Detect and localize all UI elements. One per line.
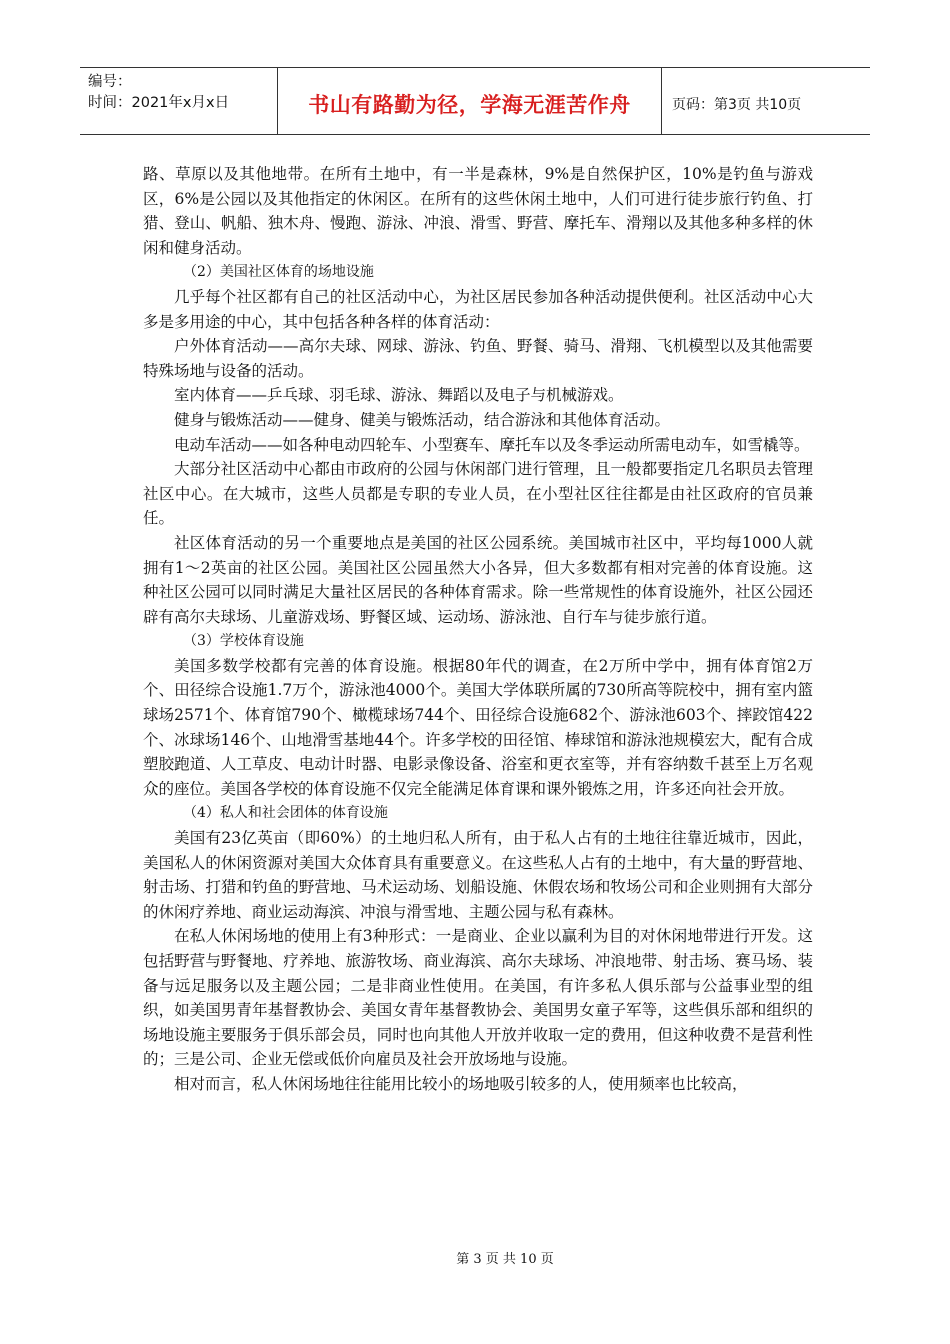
paragraph: 美国多数学校都有完善的体育设施。根据80年代的调查，在2万所中学中，拥有体育馆2万个、田径综合设施1.7万个，游泳池4000个。美国大学体联所属的730所高等院校中，拥有室内篮球场2571个、体育馆790个、橄榄球场744个、田径综合设施682个、游泳池603个、摔跤馆422个、冰球场146个、山地滑雪基地44个。许多学校的田径馆、棒球馆和游泳池规模宏大，配有合成塑胶跑道、人工草皮、电动计时器、电影录像设备、浴室和更衣室等，并有容纳数千甚至上万名观众的座位。美国各学校的体育设施不仅完全能满足体育课和课外锻炼之用，许多还向社会开放。 [143, 656, 813, 798]
header-motto: 书山有路勤为径，学海无涯苦作舟 [278, 68, 662, 134]
header-page-label: 页码：第3页 共10页 [672, 97, 802, 113]
paragraph: 美国有23亿英亩（即60%）的土地归私人所有，由于私人占有的土地往往靠近城市，因此，美国私人的休闲资源对美国大众体育具有重要意义。在这些私人占有的土地中，有大量的野营地、射击场、打猎和钓鱼的野营地、马术运动场、划船设施、休假农场和牧场公司和企业则拥有大部分的休闲疗养地、商业运动海滨、冲浪与滑雪地、主题公园与私有森林。 [143, 829, 813, 921]
header-meta [80, 68, 278, 134]
paragraph: 相对而言，私人休闲场地往往能用比较小的场地吸引较多的人，使用频率也比较高， [174, 1074, 748, 1093]
paragraph: 路、草原以及其他地带。在所有土地中，有一半是森林，9%是自然保护区，10%是钓鱼与游戏区，6%是公园以及其他指定的休闲区。在所有的这些休闲土地中，人们可进行徒步旅行钓鱼、打猎、登山、帆船、独木舟、慢跑、游泳、冲浪、滑雪、野营、摩托车、滑翔以及其他多种多样的休闲和健身活动。 [143, 165, 813, 257]
document-body [143, 162, 813, 1097]
paragraph: 社区体育活动的另一个重要地点是美国的社区公园系统。美国城市社区中，平均每1000人就拥有1～2英亩的社区公园。美国社区公园虽然大小各异，但大多数都有相对完善的体育设施。这种社区公园可以同时满足大量社区居民的各种体育需求。除一些常规性的体育设施外，社区公园还辟有高尔夫球场、儿童游戏场、野餐区域、运动场、游泳池、自行车与徒步旅行道。 [143, 533, 813, 626]
section-heading: （4）私人和社会团体的体育设施 [183, 805, 388, 822]
paragraph: 健身与锻炼活动——健身、健美与锻炼活动，结合游泳和其他体育活动。 [174, 410, 671, 429]
date-label: 时间：2021年x月x日 [88, 95, 230, 111]
section-heading: （2）美国社区体育的场地设施 [183, 264, 374, 281]
paragraph: 电动车活动——如各种电动四轮车、小型赛车、摩托车以及冬季运动所需电动车，如雪橇等。 [174, 435, 810, 454]
paragraph: 室内体育——乒乓球、羽毛球、游泳、舞蹈以及电子与机械游戏。 [174, 386, 624, 405]
paragraph: 户外体育活动——高尔夫球、网球、游泳、钓鱼、野餐、骑马、滑翔、飞机模型以及其他需要特殊场地与设备的活动。 [143, 337, 813, 380]
page-footer: 第 3 页 共 10 页 [456, 1252, 554, 1267]
section-heading: （3）学校体育设施 [183, 633, 304, 650]
number-label: 编号： [88, 74, 132, 90]
paragraph: 大部分社区活动中心都由市政府的公园与休闲部门进行管理，且一般都要指定几名职员去管理社区中心。在大城市，这些人员都是专职的专业人员，在小型社区往往都是由社区政府的官员兼任。 [143, 460, 813, 528]
paragraph: 在私人休闲场地的使用上有3种形式：一是商业、企业以赢利为目的对休闲地带进行开发。这包括野营与野餐地、疗养地、旅游牧场、商业海滨、高尔夫球场、冲浪地带、射击场、赛马场、装备与远足服务以及主题公园；二是非商业性使用。在美国，有许多私人俱乐部与公益事业型的组织，如美国男青年基督教协会、美国女青年基督教协会、美国男女童子军等，这些俱乐部和组织的场地设施主要服务于俱乐部会员，同时也向其他人开放并收取一定的费用，但这种收费不是营利性的；三是公司、企业无偿或低价向雇员及社会开放场地与设施。 [143, 927, 813, 1069]
paragraph: 几乎每个社区都有自己的社区活动中心，为社区居民参加各种活动提供便利。社区活动中心大多是多用途的中心，其中包括各种各样的体育活动： [143, 287, 813, 331]
page-header [80, 67, 870, 135]
